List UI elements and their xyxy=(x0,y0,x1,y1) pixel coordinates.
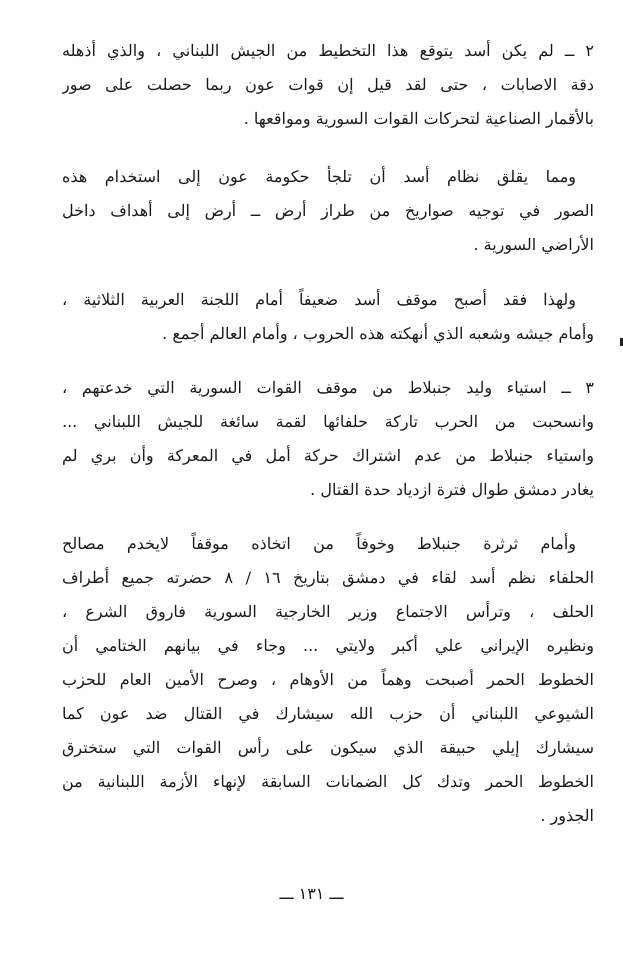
text-line: واستياء جنبلاط من عدم اشتراك حركة أمل في المعركة وأن بري لم xyxy=(62,446,594,465)
text-line: ٣ ــ استياء وليد جنبلاط من موقف القوات السورية التي خدعتهم ، xyxy=(62,378,594,397)
text-line: ولهذا فقد أصبح موقف أسد ضعيفاً أمام اللجنة العربية الثلاثية ، xyxy=(62,290,576,309)
page-number: ـــ ١٣١ ـــ xyxy=(279,884,344,903)
text-line: الجذور . xyxy=(540,806,594,825)
text-line: يغادر دمشق طوال فترة ازدياد حدة القتال . xyxy=(310,480,594,499)
paragraph-2 xyxy=(62,160,594,262)
text-line: وأمام جيشه وشعبه الذي أنهكته هذه الحروب ، وأمام العالم أجمع . xyxy=(162,324,594,343)
text-line: بالأقمار الصناعية لتحركات القوات السورية ومواقعها . xyxy=(243,109,594,128)
text-line: الأراضي السورية . xyxy=(473,235,594,254)
text-line: ٢ ــ لم يكن أسد يتوقع هذا التخطيط من الجيش اللبناني ، والذي أذهله xyxy=(62,41,594,60)
text-line: الصور في توجيه صواريخ من طراز أرض ــ أرض إلى أهداف داخل xyxy=(62,201,594,220)
text-line: دقة الاصابات ، حتى لقد قيل إن قوات عون ربما حصلت على صور xyxy=(62,75,594,94)
text-line: الحلفاء نظم أسد لقاء في دمشق بتاريخ ١٦ / ٨ حضرته جميع أطراف xyxy=(62,568,594,587)
text-line: الشيوعي اللبناني أن حزب الله سيشارك في القتال ضد عون كما xyxy=(62,704,594,723)
paragraph-1 xyxy=(62,34,594,136)
text-line: ونظيره الإيراني علي أكبر ولايتي ... وجاء في بيانهم الختامي أن xyxy=(62,636,594,655)
paragraph-5 xyxy=(62,527,594,833)
text-line: الحلف ، وترأس الاجتماع وزير الخارجية السورية فاروق الشرع ، xyxy=(62,602,594,621)
text-line: وأمام ثرثرة جنبلاط وخوفاً من اتخاذه موقفاً لايخدم مصالح xyxy=(62,534,576,553)
paragraph-3 xyxy=(62,283,594,351)
text-line: ومما يقلق نظام أسد أن تلجأ حكومة عون إلى استخدام هذه xyxy=(62,167,576,186)
paragraph-4 xyxy=(62,371,594,507)
text-line: الخطوط الحمر وتدك كل الضمانات السابقة لإنهاء الأزمة اللبنانية من xyxy=(62,772,594,791)
text-line: سيشارك إيلي حبيقة الذي سيكون على رأس القوات التي ستخترق xyxy=(62,738,594,757)
text-line: الخطوط الحمر أصبحت وهماً من الأوهام ، وصرح الأمين العام للحزب xyxy=(62,670,594,689)
text-line: وانسحبت من الحرب تاركة حلفائها لقمة سائغة للجيش اللبناني ... xyxy=(62,412,594,431)
